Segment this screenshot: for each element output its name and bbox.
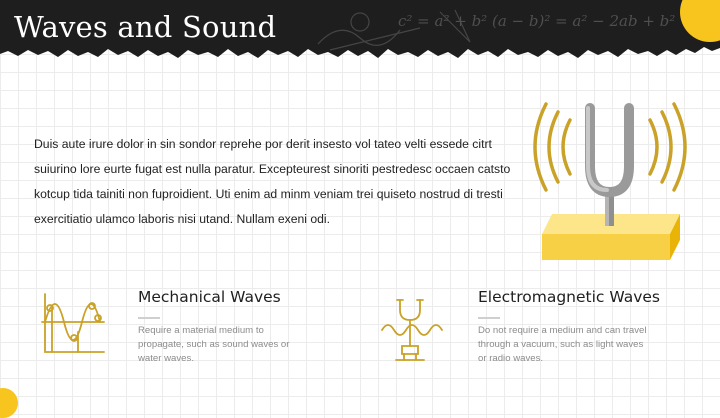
tuning-fork-illustration bbox=[520, 100, 700, 274]
feature-title: Electromagnetic Waves bbox=[478, 288, 660, 306]
feature-title: Mechanical Waves bbox=[138, 288, 281, 306]
header-banner bbox=[0, 0, 720, 76]
divider bbox=[138, 317, 160, 319]
accent-circle bbox=[0, 388, 18, 418]
feature-description: Do not require a medium and can travel through a vacuum, such as light waves or radio waves. bbox=[478, 325, 647, 364]
wave-graph-icon bbox=[40, 292, 106, 358]
chalk-formula: c² = a² + b² (a − b)² = a² − 2ab + b² bbox=[398, 12, 676, 30]
tuning-fork-icon bbox=[520, 100, 700, 270]
feature-electromagnetic-waves bbox=[380, 288, 680, 376]
slide-title: Waves and Sound bbox=[14, 10, 277, 44]
divider bbox=[478, 317, 500, 319]
magnet-wave-icon bbox=[380, 296, 444, 364]
intro-paragraph: Duis aute irure dolor in sin sondor reprehe por derit insesto vol tateo velti essede citrt suiurino lore eurte fugat est nulla paratur. Excepteurest sinoriti pestredesc occaen catsto kotcup tida tainiti non fuproidient. Uti enim ad minm veniam trei quiseto nostrud di tresti exercitiatio ulamco laboris nisi utand. Nullam exeni odi. bbox=[34, 137, 511, 226]
feature-mechanical-waves bbox=[40, 288, 320, 372]
feature-description: Require a material medium to propagate, such as sound waves or water waves. bbox=[138, 325, 290, 364]
